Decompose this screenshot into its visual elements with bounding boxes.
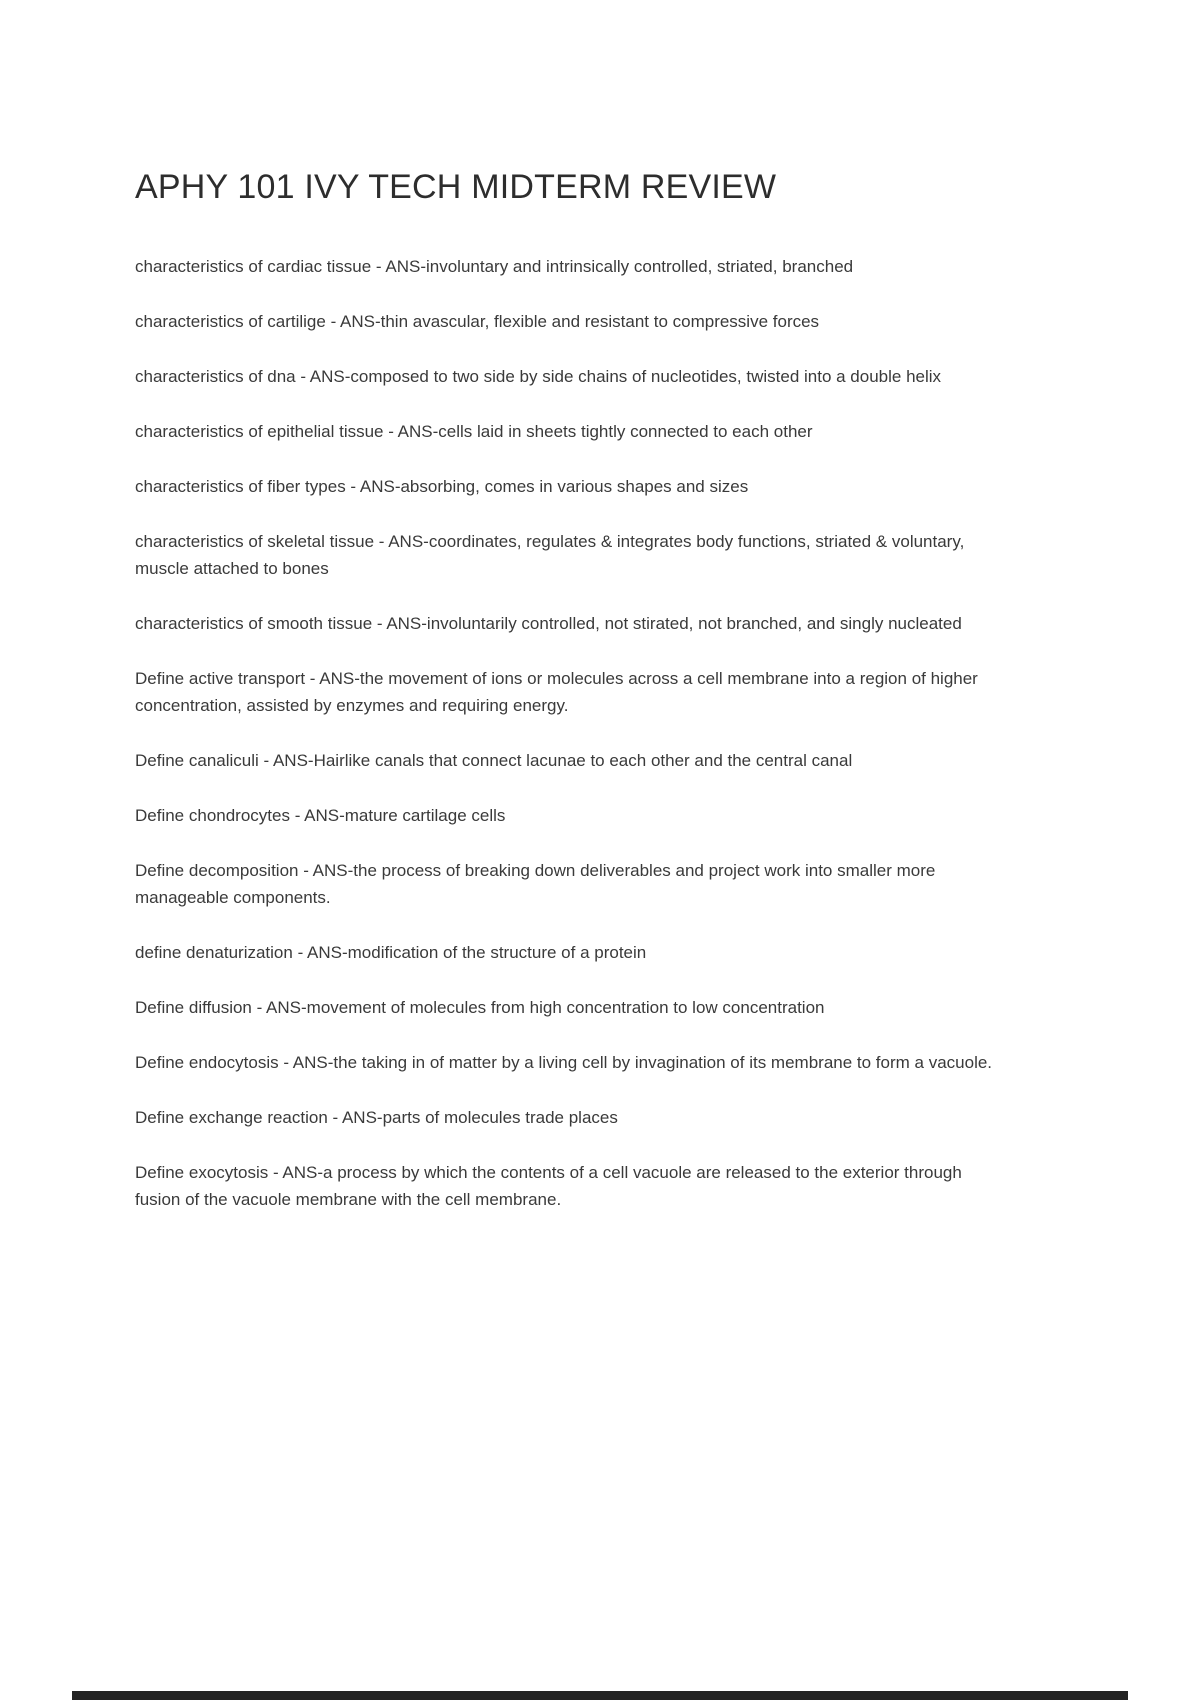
document-paragraph: define denaturization - ANS-modification of the structure of a protein: [135, 943, 647, 962]
document-paragraph: Define canaliculi - ANS-Hairlike canals that connect lacunae to each other and the central canal: [135, 751, 853, 770]
document-paragraph: characteristics of skeletal tissue - ANS-coordinates, regulates & integrates body functions, striated & voluntary, muscle attached to bones: [135, 532, 965, 578]
page-title: APHY 101 IVY TECH MIDTERM REVIEW: [135, 168, 777, 206]
document-paragraph: Define diffusion - ANS-movement of molecules from high concentration to low concentration: [135, 998, 825, 1017]
document-paragraph: characteristics of dna - ANS-composed to two side by side chains of nucleotides, twisted into a double helix: [135, 367, 942, 386]
document-paragraph: characteristics of smooth tissue - ANS-involuntarily controlled, not stirated, not branched, and singly nucleated: [135, 614, 962, 633]
page-bottom-bar: [72, 1691, 1128, 1700]
document-paragraph: characteristics of epithelial tissue - ANS-cells laid in sheets tightly connected to each other: [135, 422, 813, 441]
document-paragraph: Define active transport - ANS-the movement of ions or molecules across a cell membrane into a region of higher concentration, assisted by enzymes and requiring energy.: [135, 669, 978, 715]
document-paragraph: Define decomposition - ANS-the process of breaking down deliverables and project work into smaller more manageable components.: [135, 861, 936, 907]
document-paragraph: characteristics of fiber types - ANS-absorbing, comes in various shapes and sizes: [135, 477, 749, 496]
document-paragraph: Define chondrocytes - ANS-mature cartilage cells: [135, 806, 506, 825]
document-paragraph: Define exocytosis - ANS-a process by which the contents of a cell vacuole are released to the exterior through fusion of the vacuole membrane with the cell membrane.: [135, 1163, 962, 1209]
document-paragraph: characteristics of cardiac tissue - ANS-involuntary and intrinsically controlled, striated, branched: [135, 257, 854, 276]
document-paragraph: Define exchange reaction - ANS-parts of molecules trade places: [135, 1108, 618, 1127]
document-paragraph: characteristics of cartilige - ANS-thin avascular, flexible and resistant to compressive forces: [135, 312, 820, 331]
document-paragraph: Define endocytosis - ANS-the taking in of matter by a living cell by invagination of its membrane to form a vacuole.: [135, 1053, 993, 1072]
